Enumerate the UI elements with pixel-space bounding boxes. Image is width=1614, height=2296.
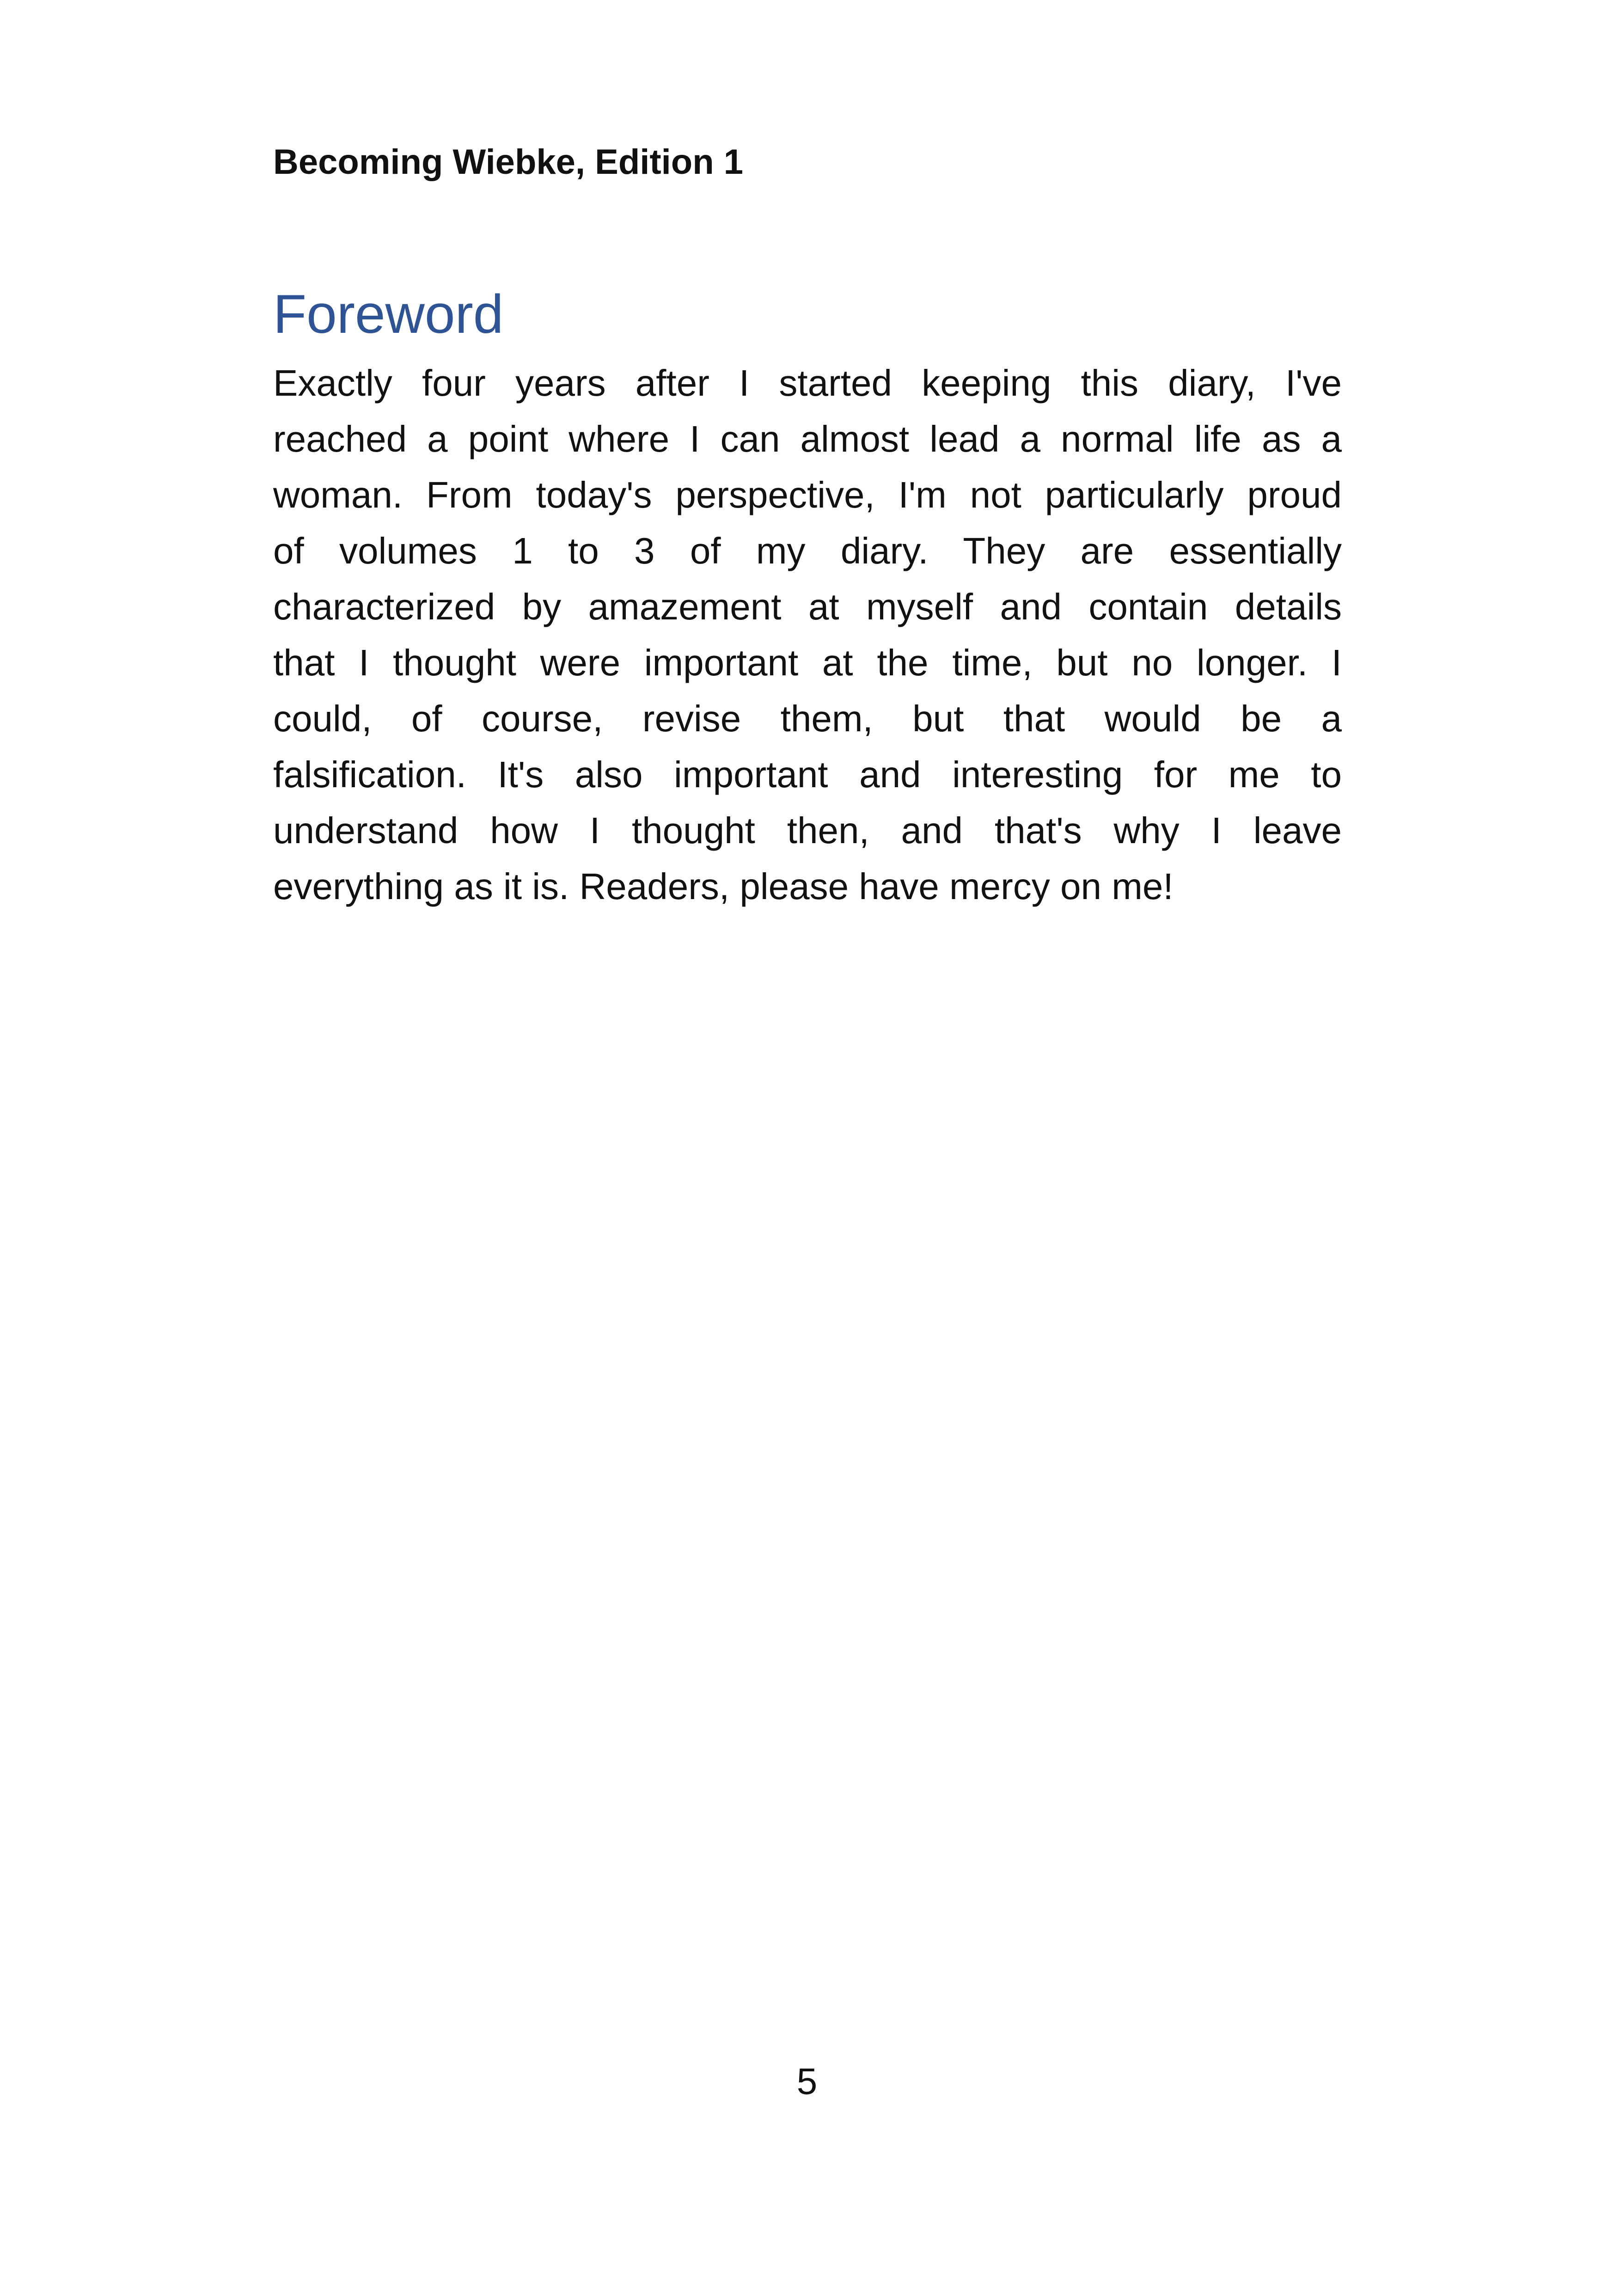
paragraph-line: characterized by amazement at myself and contain details xyxy=(273,586,1342,627)
paragraph-line: could, of course, revise them, but that would be a xyxy=(273,698,1342,739)
paragraph-line: of volumes 1 to 3 of my diary. They are essentially xyxy=(273,530,1342,571)
paragraph-line: falsification. It's also important and interesting for me to xyxy=(273,754,1342,795)
paragraph-line-last: everything as it is. Readers, please have mercy on me! xyxy=(273,866,1174,907)
paragraph-line: Exactly four years after I started keeping this diary, I've xyxy=(273,362,1342,404)
body-paragraph xyxy=(273,355,1342,914)
paragraph-line: reached a point where I can almost lead a normal life as a xyxy=(273,418,1342,459)
chapter-title: Foreword xyxy=(273,284,504,345)
running-header: Becoming Wiebke, Edition 1 xyxy=(273,142,744,182)
paragraph-line: understand how I thought then, and that's why I leave xyxy=(273,810,1342,851)
paragraph-line: that I thought were important at the time, but no longer. I xyxy=(273,642,1342,683)
paragraph-line: woman. From today's perspective, I'm not particularly proud xyxy=(273,474,1342,515)
page-number: 5 xyxy=(796,2061,818,2102)
